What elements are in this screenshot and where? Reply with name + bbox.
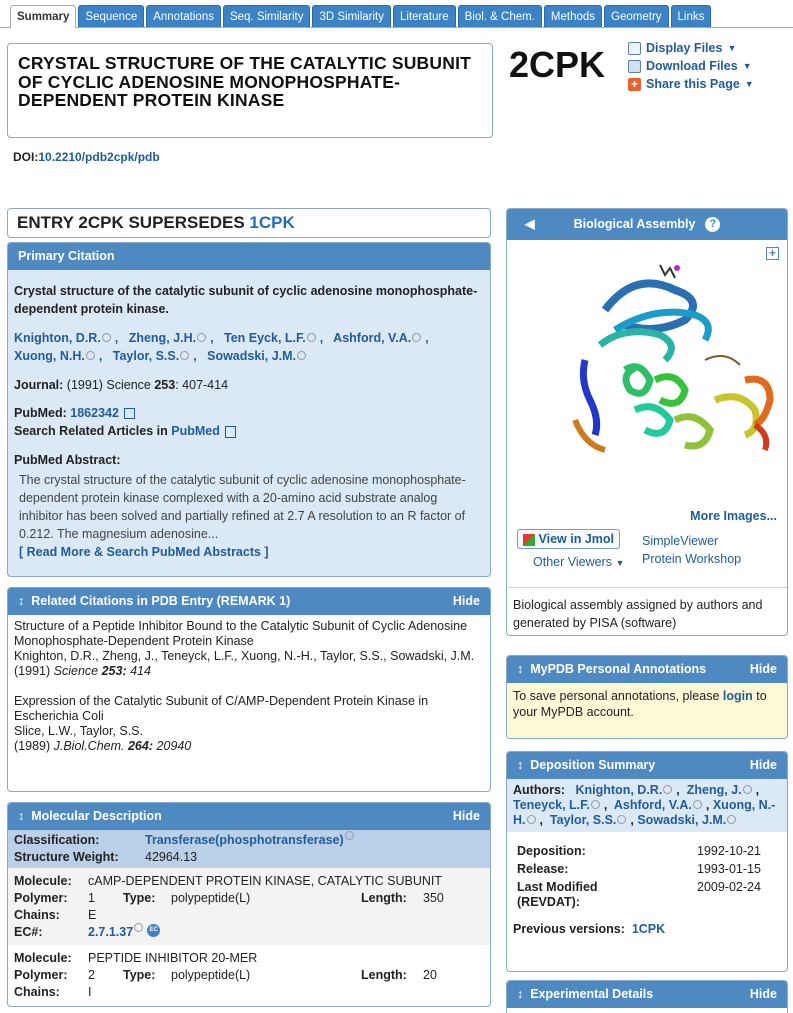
ec-label: EC#: xyxy=(14,925,43,939)
entry-supersedes-box xyxy=(7,208,491,238)
search-icon[interactable] xyxy=(743,785,752,794)
expand-plus-icon[interactable]: + xyxy=(766,247,779,260)
deposition-summary-panel xyxy=(506,751,788,972)
document-icon xyxy=(628,42,641,55)
related-citation-1 xyxy=(14,619,484,679)
author-link[interactable]: Knighton, D.R. xyxy=(575,783,663,797)
tab-sequence[interactable]: Sequence xyxy=(78,5,144,27)
length-label: Length: xyxy=(361,968,407,982)
deposition-date: 1992-10-21 xyxy=(697,844,761,858)
doi-label: DOI: xyxy=(13,150,39,164)
molecule-label: Molecule: xyxy=(14,874,72,888)
journal-pages: : 407-414 xyxy=(175,378,229,392)
citation-journal: Science xyxy=(53,664,99,678)
mypdb-header[interactable] xyxy=(507,656,787,683)
other-viewers-menu[interactable] xyxy=(533,555,624,569)
type-label: Type: xyxy=(123,968,156,982)
primary-citation-panel xyxy=(7,242,491,577)
molecule-label: Molecule: xyxy=(14,951,72,965)
type-label: Type: xyxy=(123,891,156,905)
related-citations-title: Related Citations in PDB Entry (REMARK 1) xyxy=(31,594,291,608)
classification-link[interactable]: Transferase(phosphotransferase) xyxy=(145,833,344,847)
tab-bar xyxy=(10,5,711,28)
release-date: 1993-01-15 xyxy=(697,862,761,876)
share-page-label: Share this Page xyxy=(646,77,740,91)
mypdb-text-pre: To save personal annotations, please xyxy=(513,689,720,703)
caret-down-icon: ▼ xyxy=(744,79,754,89)
author-link[interactable]: Taylor, S.S. xyxy=(549,813,617,827)
search-icon[interactable] xyxy=(86,351,95,360)
pubmed-line xyxy=(14,404,484,422)
entry-supersedes-text: ENTRY 2CPK SUPERSEDES xyxy=(17,213,245,232)
search-icon[interactable] xyxy=(307,333,316,342)
tab-biol-chem[interactable]: Biol. & Chem. xyxy=(458,5,542,27)
tab-literature[interactable]: Literature xyxy=(393,5,456,27)
tab-3d-similarity[interactable]: 3D Similarity xyxy=(312,5,391,27)
chains-value: I xyxy=(88,985,92,999)
assembly-note: Biological assembly assigned by authors and generated by PISA (software) xyxy=(507,587,787,636)
hide-related-button[interactable]: Hide xyxy=(452,594,480,608)
related-citation-authors: Knighton, D.R., Zheng, J., Teneyck, L.F., Xuong, N.-H., Taylor, S.S., Sowadski, J.M. xyxy=(14,649,475,663)
biological-assembly-panel xyxy=(506,208,788,636)
author-link[interactable]: Knighton, D.R. xyxy=(14,331,101,345)
polymer-label: Polymer: xyxy=(14,968,68,982)
toggle-arrows-icon: ↕ xyxy=(517,662,524,676)
related-citations-panel xyxy=(7,587,491,792)
polymer-value: 1 xyxy=(88,891,95,905)
deposition-summary-header[interactable] xyxy=(507,752,787,779)
pdb-id: 2CPK xyxy=(509,44,606,85)
polymer-value: 2 xyxy=(88,968,95,982)
deposition-date-label: Deposition: xyxy=(517,844,586,858)
mypdb-text-post: to your MyPDB account. xyxy=(513,689,767,719)
doi-link[interactable]: 10.2210/pdb2cpk/pdb xyxy=(38,150,160,164)
primary-citation-title: Primary Citation xyxy=(18,249,115,263)
download-files-menu[interactable] xyxy=(628,57,754,75)
pubmed-id-link[interactable]: 1862342 xyxy=(70,406,119,420)
author-link[interactable]: Ashford, V.A. xyxy=(333,331,412,345)
toggle-arrows-icon: ↕ xyxy=(18,594,25,608)
experimental-details-header[interactable] xyxy=(507,981,787,1008)
journal-volume: 253 xyxy=(154,378,176,392)
hide-experimental-button[interactable]: Hide xyxy=(749,987,777,1001)
tab-annotations[interactable]: Annotations xyxy=(146,5,221,27)
toggle-arrows-icon: ↕ xyxy=(517,987,524,1001)
abstract-text: The crystal structure of the catalytic subunit of cyclic adenosine monophosphate-dependent protein kinase complexed with a 20-amino acid substrate analog inhibitor has been solved and partially refined at 2.7 A resolution to an R factor of 0.212. The magnesium adenosine... xyxy=(19,473,466,541)
search-related-line xyxy=(14,422,484,440)
protein-structure-image[interactable] xyxy=(565,250,785,470)
tab-methods[interactable]: Methods xyxy=(544,5,602,27)
citation-volume: 264: xyxy=(127,739,153,753)
length-value: 20 xyxy=(423,968,437,982)
molecule-name: PEPTIDE INHIBITOR 20-MER xyxy=(88,951,258,965)
tab-summary[interactable]: Summary xyxy=(10,5,76,28)
more-images-link[interactable]: More Images... xyxy=(690,509,777,523)
related-citation-title: Structure of a Peptide Inhibitor Bound to the Catalytic Subunit of Cyclic Adenosine Monophosphate-Dependent Protein Kinase xyxy=(14,619,468,648)
doi-line xyxy=(13,150,160,164)
classification-block xyxy=(8,830,490,868)
author-link[interactable]: Teneyck, L.F. xyxy=(513,798,590,812)
molecular-description-header[interactable] xyxy=(8,803,490,830)
related-citation-title: Expression of the Catalytic Subunit of C/AMP-Dependent Protein Kinase in Escherichia Coli xyxy=(14,694,429,723)
related-citation-journal xyxy=(14,739,484,754)
search-icon[interactable] xyxy=(527,815,536,824)
author-link[interactable]: Ten Eyck, L.F. xyxy=(223,331,306,345)
share-page-menu[interactable] xyxy=(628,75,754,93)
release-date-label: Release: xyxy=(517,862,569,876)
structure-title: CRYSTAL STRUCTURE OF THE CATALYTIC SUBUNIT OF CYCLIC ADENOSINE MONOPHOSPHATE-DEPENDENT PROTEIN KINASE xyxy=(18,53,472,110)
help-icon[interactable]: ? xyxy=(705,217,720,232)
citation-pages: 20940 xyxy=(156,739,192,753)
journal-label: Journal: xyxy=(14,378,64,392)
search-icon[interactable] xyxy=(102,333,111,342)
search-icon[interactable] xyxy=(591,800,600,809)
superseded-entry-link[interactable]: 1CPK xyxy=(249,213,295,232)
tab-geometry[interactable]: Geometry xyxy=(604,5,669,27)
author-link[interactable]: Sowadski, J.M. xyxy=(207,349,297,363)
chains-value: E xyxy=(88,908,97,922)
last-modified-label: Last Modified (REVDAT): xyxy=(517,880,598,909)
search-icon[interactable] xyxy=(134,923,143,932)
author-link[interactable]: Zheng, J.H. xyxy=(128,331,197,345)
previous-versions-label: Previous versions: xyxy=(513,922,625,936)
authors-label: Authors: xyxy=(513,783,566,797)
mypdb-panel xyxy=(506,655,788,739)
display-files-label: Display Files xyxy=(646,41,723,55)
download-files-label: Download Files xyxy=(646,59,738,73)
toggle-arrows-icon: ↕ xyxy=(18,809,25,823)
classification-label: Classification: xyxy=(14,833,100,847)
abstract-label: PubMed Abstract: xyxy=(14,453,121,467)
caret-down-icon: ▼ xyxy=(615,558,625,568)
view-in-jmol-button[interactable] xyxy=(517,529,620,549)
tab-links[interactable]: Links xyxy=(671,5,712,27)
structure-title-box xyxy=(7,43,493,138)
search-icon[interactable] xyxy=(617,815,626,824)
hide-molecular-button[interactable]: Hide xyxy=(452,809,480,823)
search-icon[interactable] xyxy=(412,333,421,342)
pubmed-label: PubMed: xyxy=(14,406,67,420)
experimental-details-panel xyxy=(506,980,788,1013)
biological-assembly-title: Biological Assembly xyxy=(573,217,696,231)
ec-badge-icon[interactable]: EC xyxy=(147,924,160,937)
login-link[interactable]: login xyxy=(722,689,753,703)
author-link[interactable]: Ashford, V.A. xyxy=(613,798,692,812)
viewer-links xyxy=(507,527,787,587)
journal-line xyxy=(14,376,484,394)
length-value: 350 xyxy=(423,891,444,905)
display-files-menu[interactable] xyxy=(628,39,754,57)
toggle-arrows-icon: ↕ xyxy=(517,758,524,772)
view-in-jmol-label: View in Jmol xyxy=(538,532,614,546)
author-link[interactable]: Xuong, N.-H. xyxy=(513,798,776,827)
hide-mypdb-button[interactable]: Hide xyxy=(749,662,777,676)
molecule-1-block xyxy=(8,868,490,945)
type-value: polypeptide(L) xyxy=(171,891,251,905)
polymer-label: Polymer: xyxy=(14,891,68,905)
deposition-authors: Authors: Knighton, D.R. , Zheng, J. , Teneyck, L.F. , Ashford, V.A. , Xuong, N.-H. , Taylor, S.S. , Sowadski, J.M. xyxy=(507,779,787,832)
simple-viewer-link[interactable]: SimpleViewer xyxy=(642,534,719,548)
previous-version-link[interactable]: 1CPK xyxy=(631,922,666,936)
search-icon[interactable] xyxy=(693,800,702,809)
weight-label: Structure Weight: xyxy=(14,850,119,864)
deposition-dates xyxy=(507,832,787,910)
tab-seq-similarity[interactable]: Seq. Similarity xyxy=(223,5,311,27)
read-more-link[interactable]: [ Read More & Search PubMed Abstracts ] xyxy=(19,545,269,559)
caret-down-icon: ▼ xyxy=(742,61,752,71)
caret-down-icon: ▼ xyxy=(727,43,737,53)
molecular-description-title: Molecular Description xyxy=(31,809,162,823)
structure-weight: 42964.13 xyxy=(145,850,198,864)
search-icon[interactable] xyxy=(663,785,672,794)
protein-workshop-link[interactable]: Protein Workshop xyxy=(642,552,742,566)
previous-versions xyxy=(507,910,787,936)
related-citation-journal xyxy=(14,664,484,679)
molecule-name: cAMP-DEPENDENT PROTEIN KINASE, CATALYTIC SUBUNIT xyxy=(88,874,442,888)
search-icon[interactable] xyxy=(197,333,206,342)
share-plus-icon: + xyxy=(628,78,641,91)
molecule-2-block xyxy=(8,945,490,1006)
citation-volume: 253: xyxy=(101,664,127,678)
author-link[interactable]: Sowadski, J.M. xyxy=(637,813,727,827)
journal-name: (1991) Science xyxy=(66,378,151,392)
citation-year: (1991) xyxy=(14,664,51,678)
search-icon[interactable] xyxy=(345,831,354,840)
related-citations-header[interactable] xyxy=(8,588,490,615)
primary-citation-header xyxy=(8,243,490,270)
pubmed-search-link[interactable]: PubMed xyxy=(171,424,220,438)
other-viewers-label: Other Viewers xyxy=(533,555,612,569)
citation-year: (1989) xyxy=(14,739,51,753)
hide-deposition-button[interactable]: Hide xyxy=(749,758,777,772)
author-link[interactable]: Taylor, S.S. xyxy=(112,349,180,363)
deposition-summary-title: Deposition Summary xyxy=(530,758,656,772)
experimental-details-title: Experimental Details xyxy=(530,987,654,1001)
citation-pages: 414 xyxy=(130,664,151,678)
citation-authors: Knighton, D.R. , Zheng, J.H. , Ten Eyck, L.F. , Ashford, V.A. , Xuong, N.H. , Taylor, S.S. , Sowadski, J.M. xyxy=(14,331,429,363)
citation-title: Crystal structure of the catalytic subunit of cyclic adenosine monophosphate-dependent protein kinase. xyxy=(14,284,478,316)
mypdb-title: MyPDB Personal Annotations xyxy=(530,662,707,676)
download-icon xyxy=(628,60,641,73)
related-citation-authors: Slice, L.W., Taylor, S.S. xyxy=(14,724,143,738)
ec-link[interactable]: 2.7.1.37 xyxy=(88,925,134,939)
assembly-image-area xyxy=(507,240,787,527)
author-link[interactable]: Zheng, J. xyxy=(686,783,742,797)
search-document-icon[interactable] xyxy=(225,426,236,438)
last-modified-date: 2009-02-24 xyxy=(697,880,761,894)
citation-journal: J.Biol.Chem. xyxy=(53,739,125,753)
jmol-icon xyxy=(523,534,535,546)
file-actions xyxy=(628,39,754,93)
search-icon[interactable] xyxy=(180,351,189,360)
chains-label: Chains: xyxy=(14,908,60,922)
search-icon[interactable] xyxy=(727,815,736,824)
type-value: polypeptide(L) xyxy=(171,968,251,982)
mypdb-message xyxy=(507,683,787,739)
search-icon[interactable] xyxy=(297,351,306,360)
related-citation-2 xyxy=(14,694,484,754)
length-label: Length: xyxy=(361,891,407,905)
biological-assembly-header xyxy=(507,209,787,240)
search-related-label: Search Related Articles in xyxy=(14,424,168,438)
external-link-icon[interactable] xyxy=(124,408,135,419)
chains-label: Chains: xyxy=(14,985,60,999)
previous-assembly-arrow-icon[interactable]: ◀ xyxy=(525,217,535,231)
molecular-description-panel xyxy=(7,802,491,1007)
author-link[interactable]: Xuong, N.H. xyxy=(14,349,85,363)
